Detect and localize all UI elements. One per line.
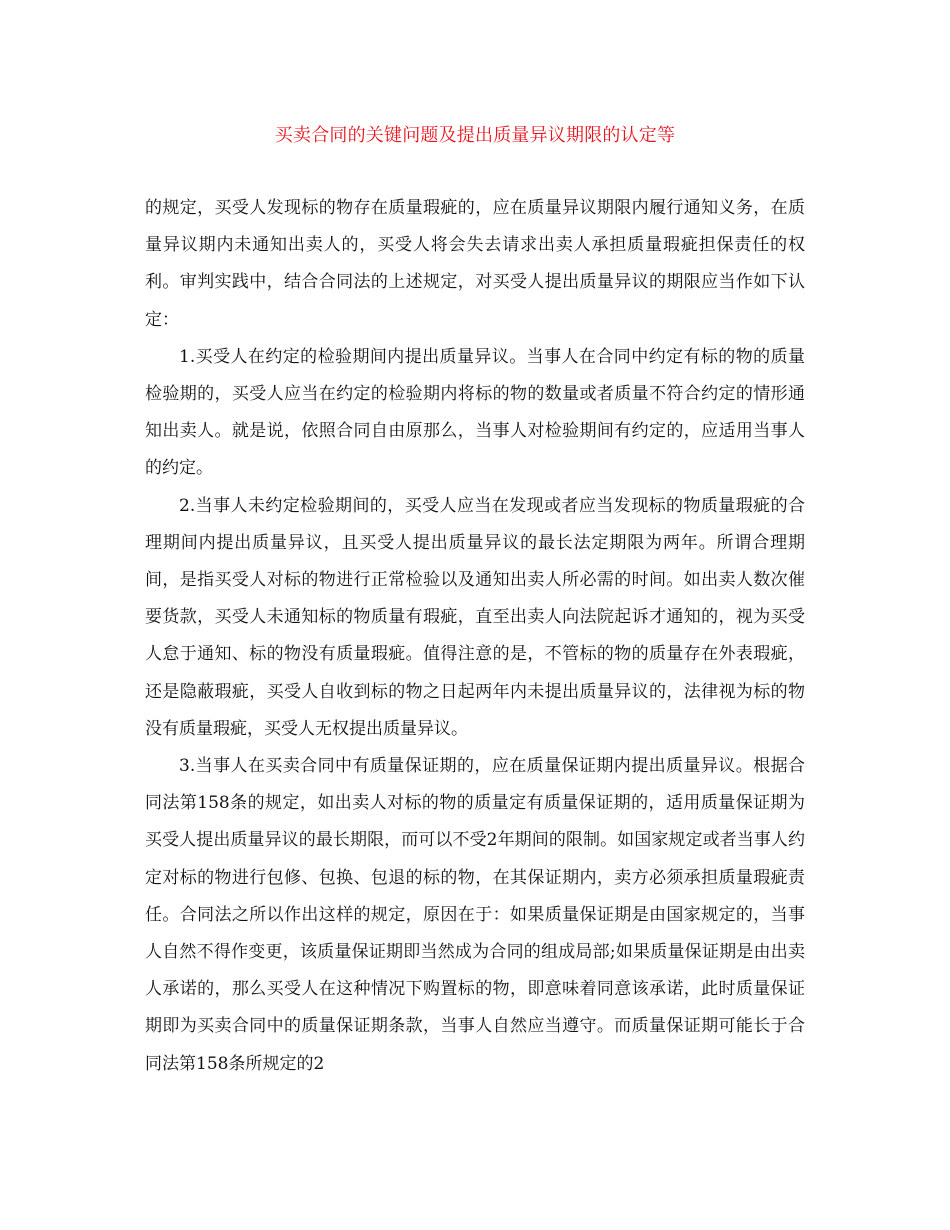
paragraph-item-2: 2.当事人未约定检验期间的，买受人应当在发现或者应当发现标的物质量瑕疵的合理期间内提出质量异议，且买受人提出质量异议的最长法定期限为两年。所谓合理期间，是指买受人对标的物进行正常检验以及通知出卖人所必需的时间。如出卖人数次催要货款，买受人未通知标的物质量有瑕疵，直至出卖人向法院起诉才通知的，视为买受人怠于通知、标的物没有质量瑕疵。值得注意的是，不管标的物的质量存在外表瑕疵，还是隐蔽瑕疵，买受人自收到标的物之日起两年内未提出质量异议的，法律视为标的物没有质量瑕疵，买受人无权提出质量异议。 — [145, 495, 805, 739]
document-title: 买卖合同的关键问题及提出质量异议期限的认定等 — [274, 125, 676, 146]
document-body — [145, 190, 805, 1083]
paragraph-item-1: 1.买受人在约定的检验期间内提出质量异议。当事人在合同中约定有标的物的质量检验期的，买受人应当在约定的检验期内将标的物的数量或者质量不符合约定的情形通知出卖人。就是说，依照合同自由原那么，当事人对检验期间有约定的，应适用当事人的约定。 — [145, 346, 805, 479]
paragraph-item-3: 3.当事人在买卖合同中有质量保证期的，应在质量保证期内提出质量异议。根据合同法第158条的规定，如出卖人对标的物的质量定有质量保证期的，适用质量保证期为买受人提出质量异议的最长期限，而可以不受2年期间的限制。如国家规定或者当事人约定对标的物进行包修、包换、包退的标的物，在其保证期内，卖方必须承担质量瑕疵责任。合同法之所以作出这样的规定，原因在于：如果质量保证期是由国家规定的，当事人自然不得作变更，该质量保证期即当然成为合同的组成局部;如果质量保证期是由出卖人承诺的，那么买受人在这种情况下购置标的物，即意味着同意该承诺，此时质量保证期即为买卖合同中的质量保证期条款，当事人自然应当遵守。而质量保证期可能长于合同法第158条所规定的2 — [145, 756, 805, 1074]
paragraph-continuation: 的规定，买受人发现标的物存在质量瑕疵的，应在质量异议期限内履行通知义务，在质量异议期内未通知出卖人的，买受人将会失去请求出卖人承担质量瑕疵担保责任的权利。审判实践中，结合合同法的上述规定，对买受人提出质量异议的期限应当作如下认定： — [145, 198, 805, 330]
